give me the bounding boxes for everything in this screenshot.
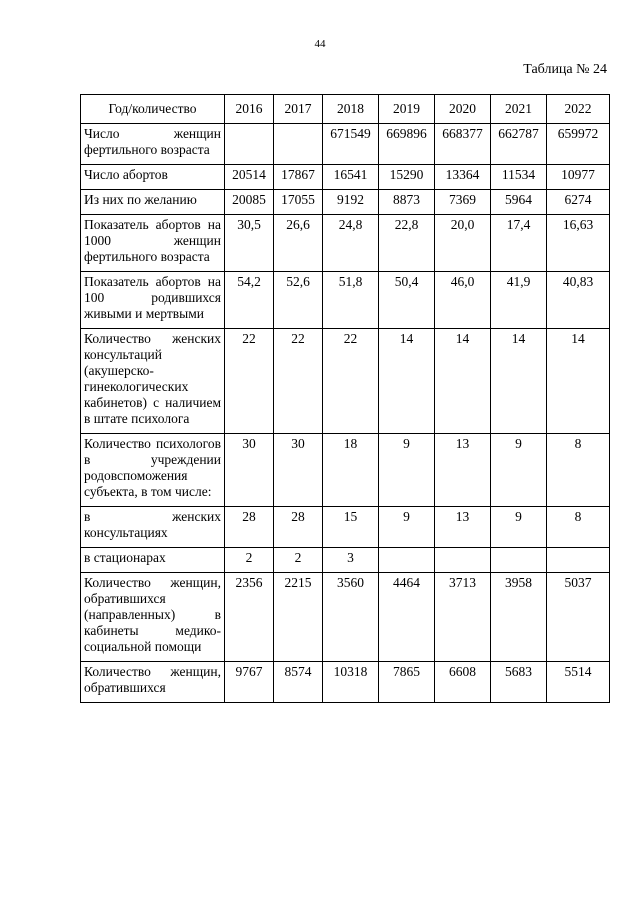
cell-value: 13 [435, 434, 491, 507]
cell-value: 46,0 [435, 272, 491, 329]
cell-value: 11534 [491, 165, 547, 190]
cell-value: 17867 [274, 165, 323, 190]
cell-value: 10977 [547, 165, 610, 190]
cell-value: 14 [435, 329, 491, 434]
header-year: 2021 [491, 95, 547, 124]
table-caption: Таблица № 24 [523, 62, 607, 77]
cell-value: 3 [323, 548, 379, 573]
cell-value: 40,83 [547, 272, 610, 329]
table-row [81, 215, 610, 272]
cell-value: 17,4 [491, 215, 547, 272]
row-label: Количество психологов в учреждении родовспоможения субъекта, в том числе: [81, 434, 225, 507]
cell-value: 8 [547, 507, 610, 548]
cell-value: 4464 [379, 573, 435, 662]
row-label: Показатель абортов на 100 родившихся живыми и мертвыми [81, 272, 225, 329]
cell-value: 14 [491, 329, 547, 434]
cell-value: 22,8 [379, 215, 435, 272]
table-row [81, 190, 610, 215]
row-label: в стационарах [81, 548, 225, 573]
cell-value [225, 124, 274, 165]
cell-value: 6608 [435, 662, 491, 703]
header-year: 2019 [379, 95, 435, 124]
row-label: Из них по желанию [81, 190, 225, 215]
cell-value: 15 [323, 507, 379, 548]
header-year: 2022 [547, 95, 610, 124]
row-label: Количество женщин, обратившихся (направленных) в кабинеты медико-социальной помощи [81, 573, 225, 662]
row-label: в женских консультациях [81, 507, 225, 548]
cell-value: 3958 [491, 573, 547, 662]
cell-value: 669896 [379, 124, 435, 165]
cell-value: 13364 [435, 165, 491, 190]
cell-value: 20,0 [435, 215, 491, 272]
cell-value: 30 [225, 434, 274, 507]
header-year: 2020 [435, 95, 491, 124]
cell-value: 28 [274, 507, 323, 548]
cell-value: 18 [323, 434, 379, 507]
cell-value: 2 [225, 548, 274, 573]
cell-value: 9 [491, 434, 547, 507]
cell-value: 3560 [323, 573, 379, 662]
cell-value: 7865 [379, 662, 435, 703]
cell-value: 5964 [491, 190, 547, 215]
table-row [81, 548, 610, 573]
table-header-row [81, 95, 610, 124]
statistics-table [80, 94, 610, 703]
cell-value: 5514 [547, 662, 610, 703]
table-row [81, 434, 610, 507]
cell-value [547, 548, 610, 573]
cell-value: 51,8 [323, 272, 379, 329]
cell-value [435, 548, 491, 573]
cell-value: 28 [225, 507, 274, 548]
row-label: Число женщин фертильного возраста [81, 124, 225, 165]
cell-value: 9 [379, 507, 435, 548]
cell-value: 24,8 [323, 215, 379, 272]
cell-value: 9 [491, 507, 547, 548]
cell-value [274, 124, 323, 165]
cell-value: 41,9 [491, 272, 547, 329]
cell-value: 671549 [323, 124, 379, 165]
cell-value: 14 [547, 329, 610, 434]
header-year: 2016 [225, 95, 274, 124]
cell-value: 2 [274, 548, 323, 573]
header-label: Год/количество [81, 95, 225, 124]
table-row [81, 272, 610, 329]
cell-value: 5683 [491, 662, 547, 703]
table-row [81, 124, 610, 165]
row-label: Показатель абортов на 1000 женщин фертильного возраста [81, 215, 225, 272]
cell-value: 7369 [435, 190, 491, 215]
row-label: Количество женщин, обратившихся [81, 662, 225, 703]
cell-value: 20085 [225, 190, 274, 215]
cell-value: 9192 [323, 190, 379, 215]
cell-value: 662787 [491, 124, 547, 165]
cell-value: 30 [274, 434, 323, 507]
cell-value: 2215 [274, 573, 323, 662]
cell-value: 668377 [435, 124, 491, 165]
cell-value: 15290 [379, 165, 435, 190]
cell-value: 8873 [379, 190, 435, 215]
header-year: 2018 [323, 95, 379, 124]
cell-value: 22 [225, 329, 274, 434]
row-label: Число абортов [81, 165, 225, 190]
cell-value: 9767 [225, 662, 274, 703]
header-year: 2017 [274, 95, 323, 124]
cell-value: 50,4 [379, 272, 435, 329]
table-row [81, 165, 610, 190]
cell-value: 659972 [547, 124, 610, 165]
table-row [81, 507, 610, 548]
cell-value: 30,5 [225, 215, 274, 272]
cell-value: 26,6 [274, 215, 323, 272]
cell-value: 9 [379, 434, 435, 507]
cell-value: 16541 [323, 165, 379, 190]
cell-value: 10318 [323, 662, 379, 703]
cell-value: 22 [323, 329, 379, 434]
cell-value: 16,63 [547, 215, 610, 272]
table-row [81, 662, 610, 703]
row-label: Количество женских консультаций (акушерско-гинекологических кабинетов) с наличием в штате психолога [81, 329, 225, 434]
cell-value: 14 [379, 329, 435, 434]
cell-value: 3713 [435, 573, 491, 662]
cell-value [491, 548, 547, 573]
cell-value: 13 [435, 507, 491, 548]
page-number: 44 [314, 38, 326, 50]
cell-value: 52,6 [274, 272, 323, 329]
cell-value [379, 548, 435, 573]
cell-value: 54,2 [225, 272, 274, 329]
cell-value: 5037 [547, 573, 610, 662]
table-row [81, 573, 610, 662]
cell-value: 22 [274, 329, 323, 434]
cell-value: 2356 [225, 573, 274, 662]
table-row [81, 329, 610, 434]
cell-value: 6274 [547, 190, 610, 215]
cell-value: 20514 [225, 165, 274, 190]
cell-value: 8 [547, 434, 610, 507]
cell-value: 17055 [274, 190, 323, 215]
cell-value: 8574 [274, 662, 323, 703]
